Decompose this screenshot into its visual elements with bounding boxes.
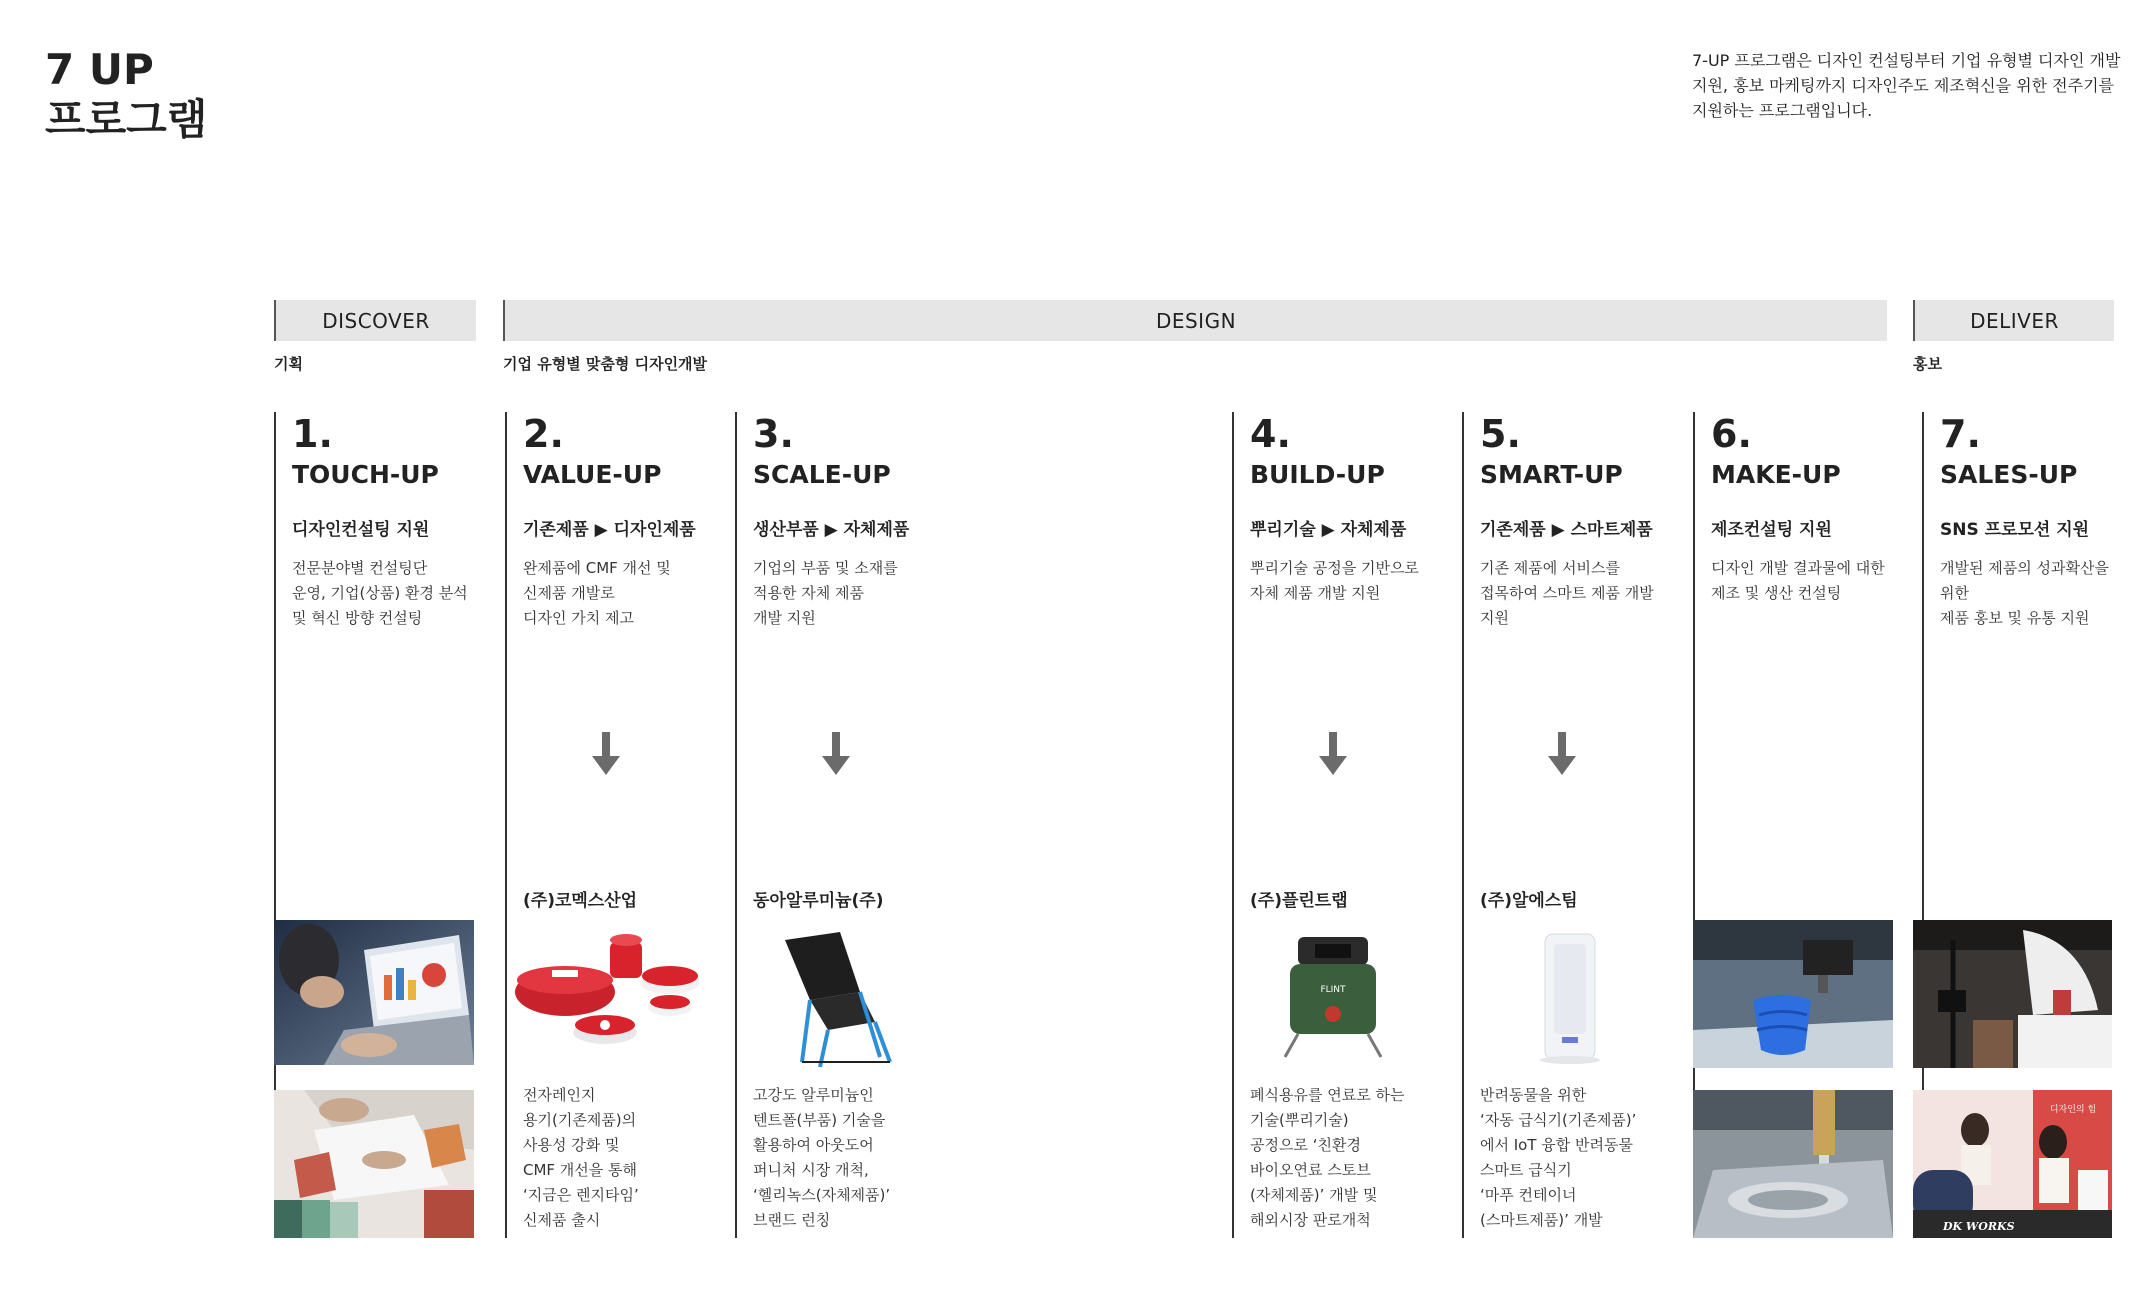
outdoor-chair-photo	[740, 922, 940, 1070]
step-4-heading: 뿌리기술 ▶ 자체제품	[1250, 520, 1407, 540]
page-title	[45, 45, 207, 145]
step-1-number: 1.	[292, 412, 333, 456]
step-7-name: SALES-UP	[1940, 460, 2078, 489]
step-5-heading: 기존제품 ▶ 스마트제품	[1480, 520, 1653, 540]
intro-text: 7-UP 프로그램은 디자인 컨설팅부터 기업 유형별 디자인 개발 지원, 홍보 마케팅까지 디자인주도 제조혁신을 위한 전주기를 지원하는 프로그램입니다.	[1692, 51, 2121, 120]
step-6-number: 6.	[1711, 412, 1752, 456]
phase-deliver-sub: 홍보	[1913, 355, 1942, 373]
step-4-name: BUILD-UP	[1250, 460, 1385, 489]
step-2-company: (주)코멕스산업	[523, 891, 638, 911]
step-1-heading: 디자인컨설팅 지원	[292, 520, 430, 540]
page-title-line-1: 7 UP	[45, 45, 154, 94]
step-5-company: (주)알에스팀	[1480, 891, 1578, 911]
step-2-description: 완제품에 CMF 개선 및 신제품 개발로 디자인 가치 제고	[523, 559, 671, 627]
step-7-heading: SNS 프로모션 지원	[1940, 520, 2090, 540]
step-5-name: SMART-UP	[1480, 460, 1623, 489]
step-3-case: 고강도 알루미늄인 텐트폴(부품) 기술을 활용하여 아웃도어 퍼니처 시장 개척, ‘헬리녹스(자체제품)’ 브랜드 런칭	[753, 1086, 891, 1229]
laptop-analytics-photo	[274, 920, 474, 1065]
step-3-company: 동아알루미늄(주)	[753, 891, 884, 911]
bio-stove-photo	[1240, 922, 1440, 1070]
3d-printer-photo	[1693, 920, 1893, 1068]
step-2-number: 2.	[523, 412, 564, 456]
arrow-down-icon	[1318, 732, 1348, 776]
studio-logo-text: DK WORKS	[1943, 1220, 2015, 1233]
banner-text: 디자인의 힘	[2049, 1105, 2097, 1115]
step-2-name: VALUE-UP	[523, 460, 662, 489]
step-3-description: 기업의 부품 및 소재를 적용한 자체 제품 개발 지원	[753, 559, 898, 627]
step-4-number: 4.	[1250, 412, 1291, 456]
phase-discover-bar: DISCOVER	[274, 300, 476, 341]
column-divider	[1462, 412, 1464, 1238]
step-1-description: 전문분야별 컨설팅단 운영, 기업(상품) 환경 분석 및 혁신 방향 컨설팅	[292, 559, 468, 627]
photo-studio-photo	[1913, 920, 2112, 1068]
smart-feeder-photo	[1470, 922, 1670, 1070]
step-5-description: 기존 제품에 서비스를 접목하여 스마트 제품 개발 지원	[1480, 559, 1654, 627]
color-swatch-meeting-photo	[274, 1090, 474, 1238]
column-divider	[1232, 412, 1234, 1238]
step-7-number: 7.	[1940, 412, 1981, 456]
phase-discover-sub: 기획	[274, 355, 303, 373]
step-2-case: 전자레인지 용기(기존제품)의 사용성 강화 및 CMF 개선을 통해 ‘지금은 렌지타임’ 신제품 출시	[523, 1086, 639, 1229]
step-7-description: 개발된 제품의 성과확산을 위한 제품 홍보 및 유통 지원	[1940, 559, 2109, 627]
microwave-container-photo	[510, 922, 710, 1070]
column-divider	[505, 412, 507, 1238]
step-3-heading: 생산부품 ▶ 자체제품	[753, 520, 910, 540]
step-4-company: (주)플린트랩	[1250, 891, 1348, 911]
step-3-name: SCALE-UP	[753, 460, 891, 489]
cnc-machining-photo	[1693, 1090, 1893, 1238]
step-6-description: 디자인 개발 결과물에 대한 제조 및 생산 컨설팅	[1711, 559, 1885, 602]
phase-design-bar: DESIGN	[503, 300, 1887, 341]
step-5-case: 반려동물을 위한 ‘자동 급식기(기존제품)’ 에서 IoT 융합 반려동물 스마트 급식기 ‘마푸 컨테이너 (스마트제품)’ 개발	[1480, 1086, 1637, 1229]
step-4-case: 폐식용유를 연료로 하는 기술(뿌리기술) 공정으로 ‘친환경 바이오연료 스토브 (자체제품)’ 개발 및 해외시장 판로개척	[1250, 1086, 1405, 1229]
step-3-number: 3.	[753, 412, 794, 456]
arrow-down-icon	[821, 732, 851, 776]
arrow-down-icon	[1547, 732, 1577, 776]
column-divider	[735, 412, 737, 1238]
stove-logo-text: FLINT	[1320, 985, 1346, 995]
step-4-description: 뿌리기술 공정을 기반으로 자체 제품 개발 지원	[1250, 559, 1419, 602]
sns-promotion-photo	[1913, 1090, 2112, 1238]
phase-deliver-bar: DELIVER	[1913, 300, 2114, 341]
phase-design-sub: 기업 유형별 맞춤형 디자인개발	[503, 355, 708, 373]
page-title-line-2: 프로그램	[45, 95, 208, 144]
step-2-heading: 기존제품 ▶ 디자인제품	[523, 520, 696, 540]
step-6-name: MAKE-UP	[1711, 460, 1841, 489]
arrow-down-icon	[591, 732, 621, 776]
step-6-heading: 제조컨설팅 지원	[1711, 520, 1832, 540]
step-1-name: TOUCH-UP	[292, 460, 439, 489]
step-5-number: 5.	[1480, 412, 1521, 456]
